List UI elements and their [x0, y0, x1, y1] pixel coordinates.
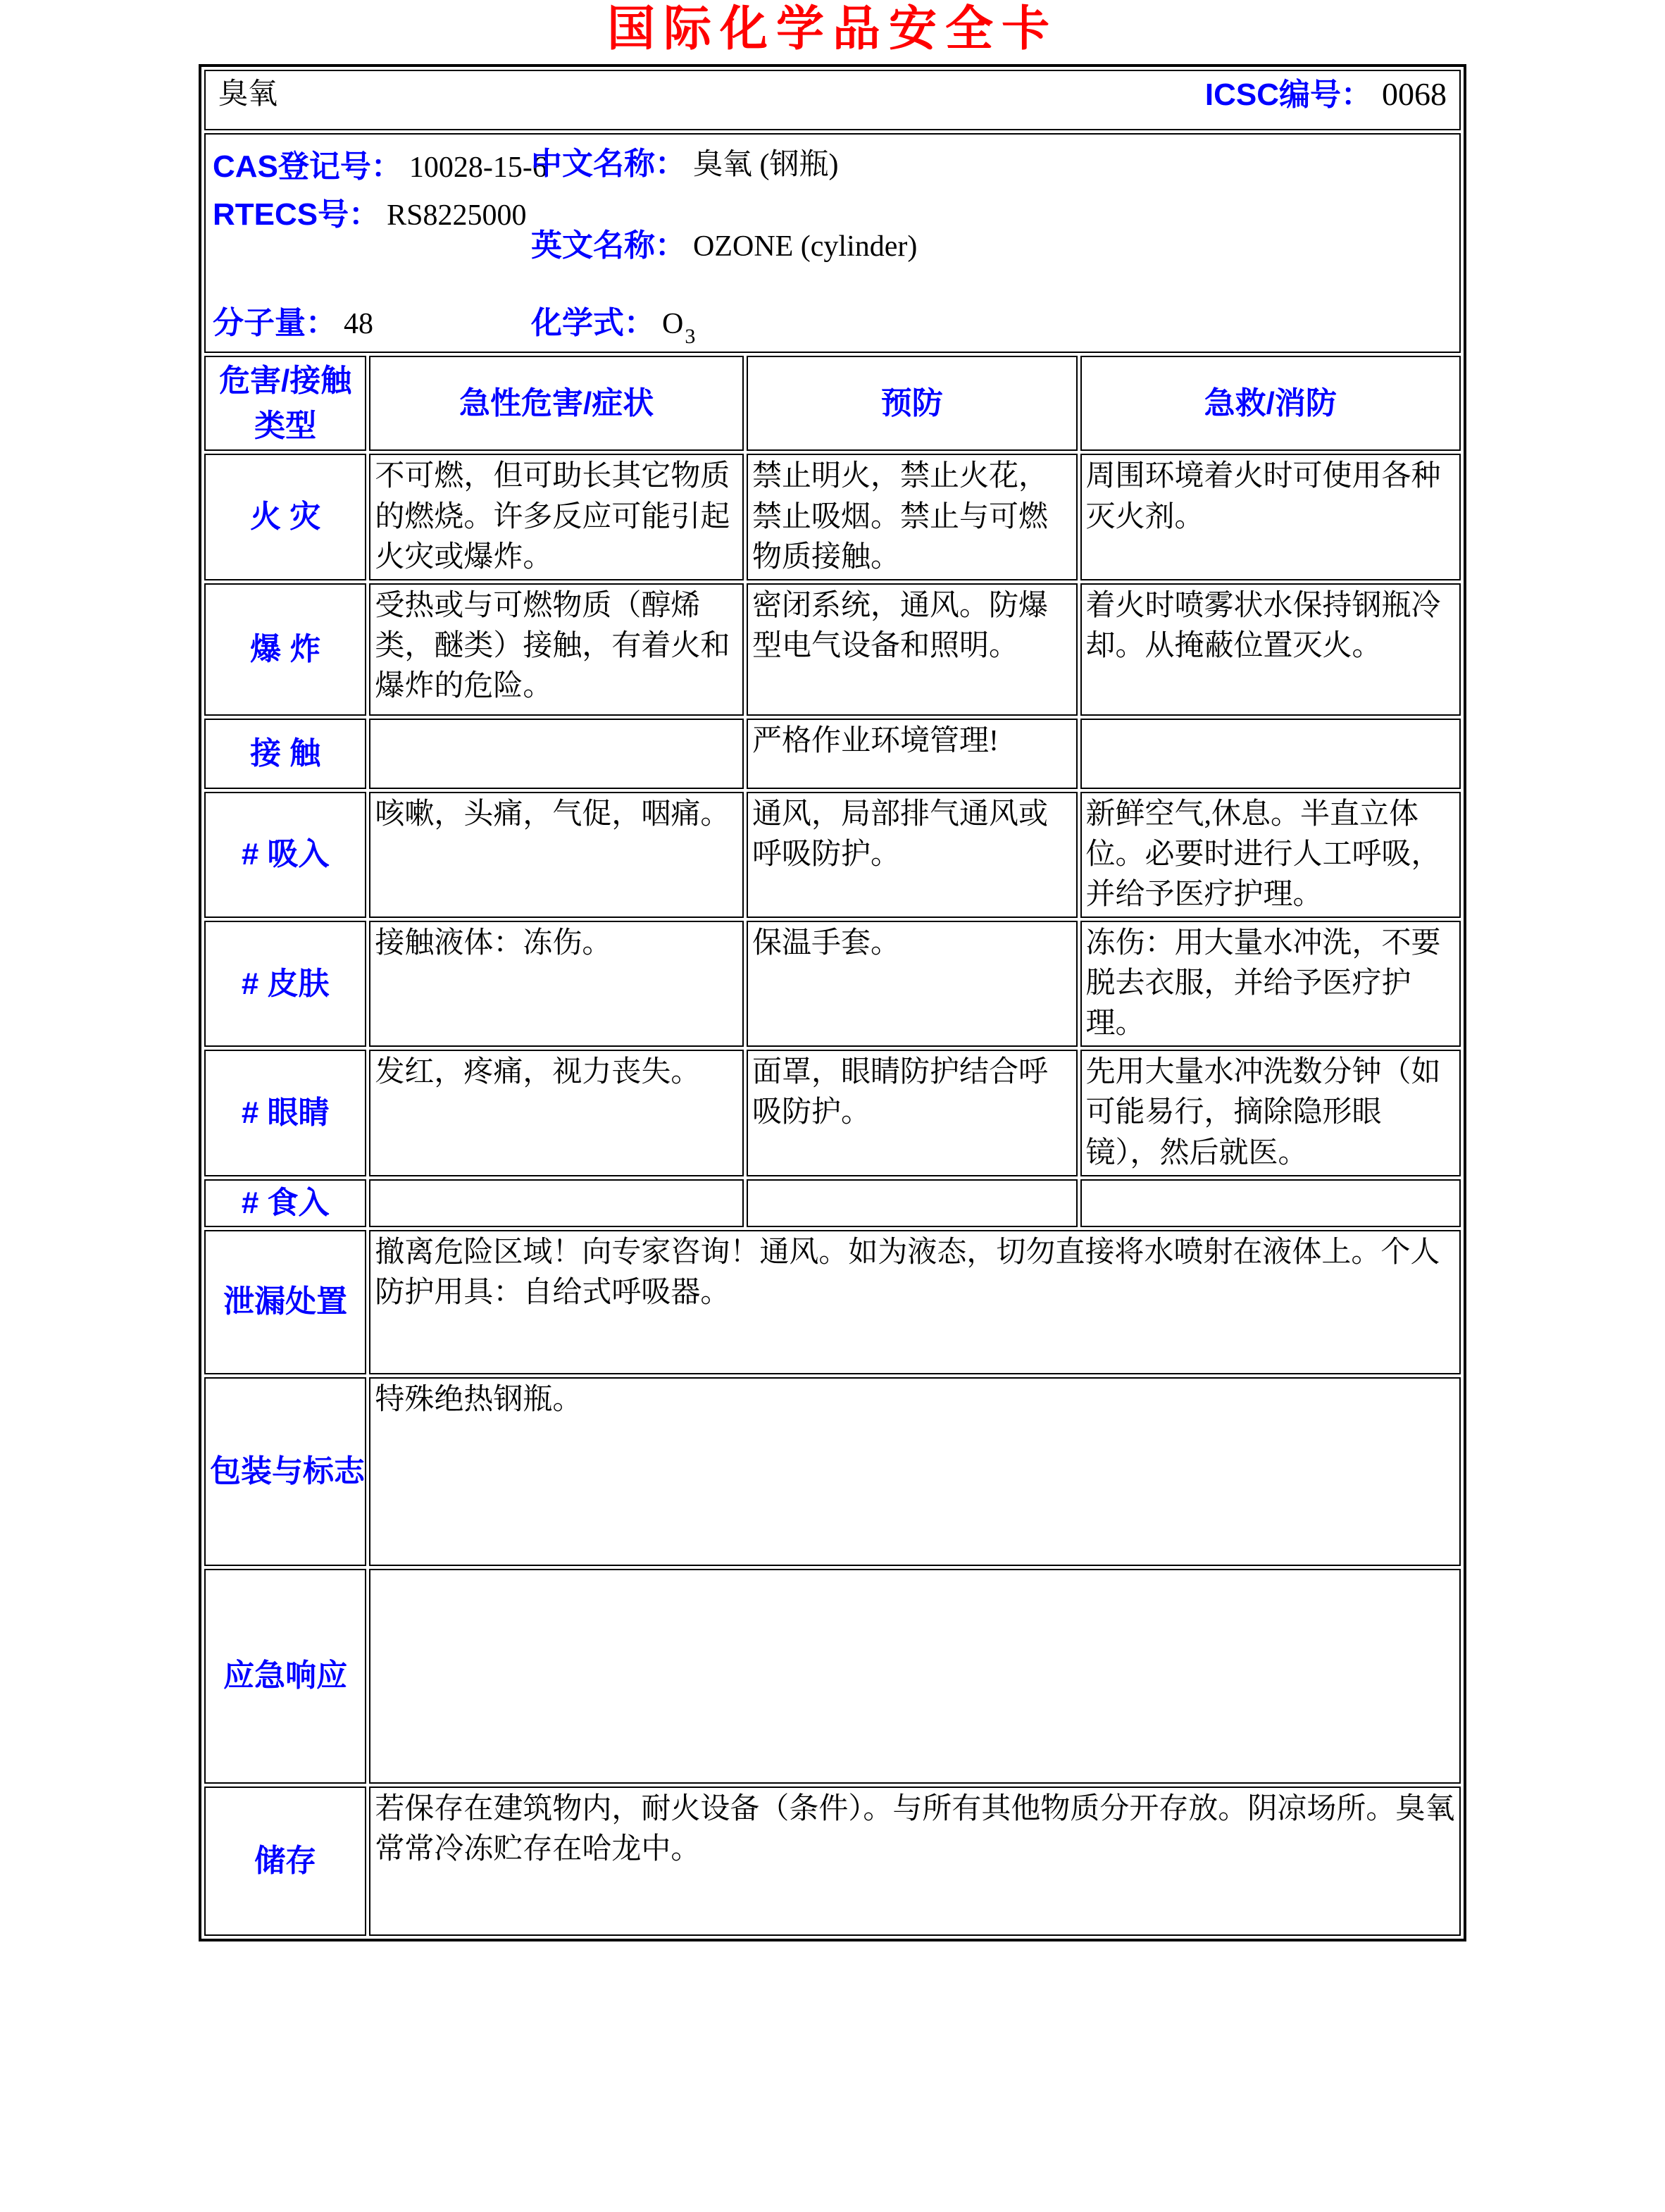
skin-response-cell: 冻伤：用大量水冲洗，不要脱去衣服，并给予医疗护理。: [1080, 921, 1461, 1047]
section-row-emergency-response: [204, 1569, 1461, 1784]
explosion-symptoms-cell: 受热或与可燃物质（醇烯类，醚类）接触，有着火和爆炸的危险。: [369, 583, 744, 716]
hazard-type-label: 接 触: [204, 719, 366, 789]
cas-number-label: CAS登记号：: [213, 149, 402, 184]
inhalation-prevention-cell: 通风，局部排气通风或呼吸防护。: [747, 792, 1078, 918]
molecular-weight-label: 分子量：: [213, 305, 337, 340]
page-title: 国际化学品安全卡: [606, 2, 1058, 56]
icsc-number-label: ICSC编号：: [1204, 77, 1372, 112]
fire-response-cell: 周围环境着火时可使用各种灭火剂。: [1080, 454, 1461, 580]
column-header-firstaid: 急救/消防: [1080, 356, 1461, 452]
english-name-field: [531, 225, 917, 267]
hazard-type-label: # 皮肤: [204, 921, 366, 1047]
spillage-text-cell: 撤离危险区域！向专家咨询！通风。如为液态，切勿直接将水喷射在液体上。个人防护用具：自给式呼吸器。: [369, 1230, 1461, 1374]
storage-text-cell: 若保存在建筑物内，耐火设备（条件）。与所有其他物质分开存放。阴凉场所。臭氧常常冷冻贮存在哈龙中。: [369, 1787, 1461, 1936]
hazard-row-fire: [204, 454, 1461, 580]
hazard-row-skin: [204, 921, 1461, 1047]
substance-header-row: [204, 70, 1461, 130]
section-row-storage: [204, 1787, 1461, 1936]
column-header-prevention: 预防: [747, 356, 1078, 452]
english-name-value: OZONE (cylinder): [693, 230, 918, 263]
section-label: 包装与标志: [204, 1377, 366, 1566]
identification-cell: [204, 133, 1461, 353]
english-name-label: 英文名称：: [531, 228, 686, 263]
icsc-number-value: 0068: [1382, 75, 1447, 112]
rtecs-number-value: RS8225000: [387, 199, 527, 232]
chinese-name-label: 中文名称：: [531, 146, 686, 181]
formula-base: O: [662, 307, 684, 340]
fire-symptoms-cell: 不可燃，但可助长其它物质的燃烧。许多反应可能引起火灾或爆炸。: [369, 454, 744, 580]
rtecs-number-label: RTECS号：: [213, 197, 380, 232]
eyes-response-cell: 先用大量水冲洗数分钟（如可能易行，摘除隐形眼镜），然后就医。: [1080, 1050, 1461, 1176]
section-label: 储存: [204, 1787, 366, 1936]
substance-name: 臭氧: [218, 77, 278, 111]
inhalation-symptoms-cell: 咳嗽，头痛，气促，咽痛。: [369, 792, 744, 918]
section-label: 泄漏处置: [204, 1230, 366, 1374]
chinese-name-value: 臭氧 (钢瓶): [693, 148, 839, 181]
hazard-type-label: # 眼睛: [204, 1050, 366, 1176]
column-header-hazard-type: 危害/接触类型: [204, 356, 366, 452]
inhalation-response-cell: 新鲜空气,休息。半直立体位。必要时进行人工呼吸，并给予医疗护理。: [1080, 792, 1461, 918]
cas-number-field: [213, 146, 547, 188]
hazard-type-label: 爆 炸: [204, 583, 366, 716]
section-row-packaging: [204, 1377, 1461, 1566]
hazard-type-label: # 食入: [204, 1179, 366, 1227]
fire-prevention-cell: 禁止明火，禁止火花，禁止吸烟。禁止与可燃物质接触。: [747, 454, 1078, 580]
section-row-spillage: [204, 1230, 1461, 1374]
section-label: 应急响应: [204, 1569, 366, 1784]
exposure-prevention-cell: 严格作业环境管理!: [747, 719, 1078, 789]
cas-number-value: 10028-15-6: [409, 151, 547, 184]
exposure-response-cell: [1080, 719, 1461, 789]
substance-header: [210, 73, 1455, 117]
chemical-formula-field: [531, 302, 695, 352]
chinese-name-field: [531, 143, 838, 185]
rtecs-number-field: [213, 194, 527, 236]
chemical-formula-value: [662, 307, 696, 348]
column-header-symptoms: 急性危害/症状: [369, 356, 744, 452]
explosion-response-cell: 着火时喷雾状水保持钢瓶冷却。从掩蔽位置灭火。: [1080, 583, 1461, 716]
hazard-type-label: 火 灾: [204, 454, 366, 580]
table-header-row: [204, 356, 1461, 452]
hazard-row-ingestion: [204, 1179, 1461, 1227]
eyes-prevention-cell: 面罩，眼睛防护结合呼吸防护。: [747, 1050, 1078, 1176]
skin-prevention-cell: 保温手套。: [747, 921, 1078, 1047]
explosion-prevention-cell: 密闭系统，通风。防爆型电气设备和照明。: [747, 583, 1078, 716]
hazard-row-exposure: [204, 719, 1461, 789]
hazard-row-explosion: [204, 583, 1461, 716]
formula-subscript: 3: [685, 324, 696, 348]
chemical-formula-label: 化学式：: [531, 305, 655, 340]
hazard-row-inhalation: [204, 792, 1461, 918]
hazard-row-eyes: [204, 1050, 1461, 1176]
icsc-number-group: [1205, 73, 1447, 117]
molecular-weight-field: [213, 302, 373, 344]
identification-row: [204, 133, 1461, 353]
exposure-symptoms-cell: [369, 719, 744, 789]
eyes-symptoms-cell: 发红，疼痛，视力丧失。: [369, 1050, 744, 1176]
ingestion-symptoms-cell: [369, 1179, 744, 1227]
ingestion-prevention-cell: [747, 1179, 1078, 1227]
emergency-response-text-cell: [369, 1569, 1461, 1784]
hazard-type-label: # 吸入: [204, 792, 366, 918]
icsc-card-table: [199, 64, 1466, 1941]
packaging-text-cell: 特殊绝热钢瓶。: [369, 1377, 1461, 1566]
ingestion-response-cell: [1080, 1179, 1461, 1227]
molecular-weight-value: 48: [344, 307, 373, 340]
skin-symptoms-cell: 接触液体：冻伤。: [369, 921, 744, 1047]
